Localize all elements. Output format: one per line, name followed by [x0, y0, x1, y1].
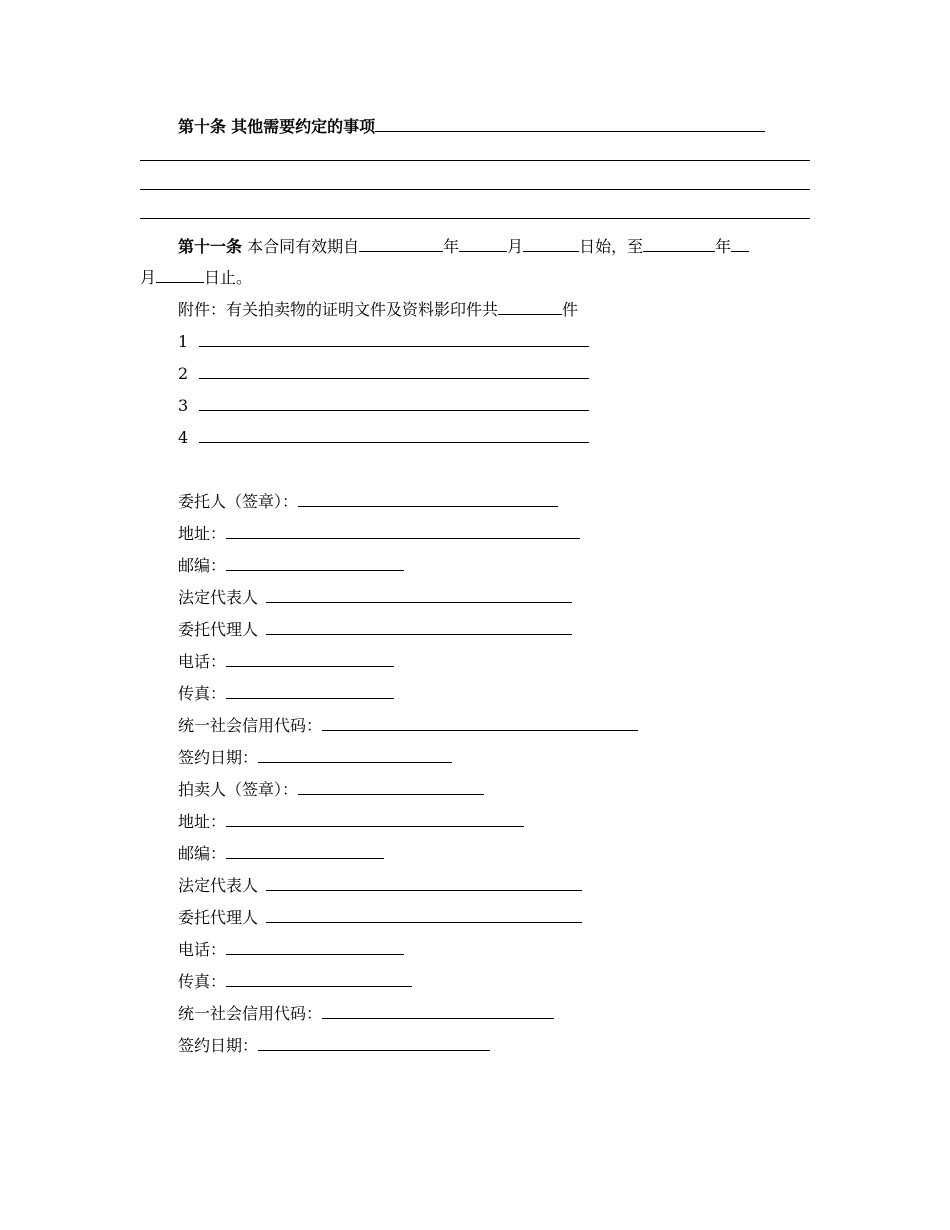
auctioneer-postcode-blank[interactable] [226, 842, 384, 859]
year-label: 年 [443, 237, 460, 256]
article-11-cont [140, 266, 252, 288]
attachment-item-blank[interactable] [199, 362, 589, 379]
attachment-item-number: 3 [178, 396, 189, 415]
attachment-text: 附件：有关拍卖物的证明文件及资料影印件共 [178, 300, 499, 319]
auctioneer-agent-blank[interactable] [266, 906, 582, 923]
article-10-blank[interactable] [375, 115, 765, 132]
attachment-item-number: 4 [178, 428, 189, 447]
auctioneer-phone [178, 938, 404, 960]
start-year-blank[interactable] [359, 235, 443, 252]
attachment-item-number: 2 [178, 364, 189, 383]
principal-phone [178, 650, 394, 672]
auctioneer-address [178, 810, 524, 832]
principal-agent-blank[interactable] [266, 618, 572, 635]
principal-credit-code [178, 714, 638, 736]
auctioneer-postcode-label: 邮编： [178, 844, 227, 863]
auctioneer-signer [178, 778, 484, 800]
attachment-item [178, 394, 589, 416]
principal-postcode [178, 554, 404, 576]
article-11-title: 第十一条 [178, 237, 243, 256]
end-day-blank[interactable] [156, 266, 204, 283]
auctioneer-legal-rep-label: 法定代表人 [178, 876, 259, 895]
principal-address-blank[interactable] [226, 522, 580, 539]
principal-sign-date-label: 签约日期： [178, 748, 259, 767]
auctioneer-legal-rep-blank[interactable] [266, 874, 582, 891]
principal-postcode-blank[interactable] [226, 554, 404, 571]
auctioneer-address-blank[interactable] [226, 810, 524, 827]
auctioneer-fax [178, 970, 412, 992]
auctioneer-signer-label: 拍卖人（签章）： [178, 780, 299, 799]
auctioneer-sign-date [178, 1034, 490, 1056]
start-month-blank[interactable] [459, 235, 507, 252]
principal-legal-rep-blank[interactable] [266, 586, 572, 603]
month-label: 月 [507, 237, 524, 256]
attachment-item-number: 1 [178, 332, 189, 351]
principal-legal-rep-label: 法定代表人 [178, 588, 259, 607]
start-day-blank[interactable] [523, 235, 579, 252]
principal-signer [178, 490, 558, 512]
auctioneer-phone-blank[interactable] [226, 938, 404, 955]
principal-agent [178, 618, 572, 640]
article-10-rule-3[interactable] [140, 218, 810, 219]
attachment-item [178, 330, 589, 352]
article-10 [178, 115, 765, 137]
principal-address-label: 地址： [178, 524, 227, 543]
auctioneer-credit-code [178, 1002, 554, 1024]
principal-sign-date [178, 746, 452, 768]
attachment-line [178, 298, 578, 320]
auctioneer-sign-date-label: 签约日期： [178, 1036, 259, 1055]
auctioneer-signer-blank[interactable] [298, 778, 484, 795]
principal-agent-label: 委托代理人 [178, 620, 259, 639]
principal-fax [178, 682, 394, 704]
principal-phone-blank[interactable] [226, 650, 394, 667]
auctioneer-credit-code-blank[interactable] [322, 1002, 554, 1019]
attachment-unit: 件 [562, 300, 579, 319]
auctioneer-agent-label: 委托代理人 [178, 908, 259, 927]
auctioneer-credit-code-label: 统一社会信用代码： [178, 1004, 323, 1023]
start-day-label: 日始，至 [579, 237, 644, 256]
article-10-rule-1[interactable] [140, 160, 810, 161]
auctioneer-postcode [178, 842, 384, 864]
principal-sign-date-blank[interactable] [258, 746, 452, 763]
auctioneer-sign-date-blank[interactable] [258, 1034, 490, 1051]
attachment-item-blank[interactable] [199, 330, 589, 347]
article-10-rule-2[interactable] [140, 189, 810, 190]
principal-credit-code-blank[interactable] [322, 714, 638, 731]
principal-legal-rep [178, 586, 572, 608]
auctioneer-fax-label: 传真： [178, 972, 227, 991]
auctioneer-phone-label: 电话： [178, 940, 227, 959]
auctioneer-legal-rep [178, 874, 582, 896]
principal-signer-label: 委托人（签章）： [178, 492, 299, 511]
auctioneer-agent [178, 906, 582, 928]
article-10-title: 第十条 [178, 117, 227, 136]
article-10-text: 其他需要约定的事项 [231, 117, 376, 136]
attachment-count-blank[interactable] [498, 298, 562, 315]
attachment-item [178, 362, 589, 384]
article-11 [178, 235, 749, 257]
attachment-item-blank[interactable] [199, 394, 589, 411]
principal-signer-blank[interactable] [298, 490, 558, 507]
auctioneer-address-label: 地址： [178, 812, 227, 831]
article-11-text: 本合同有效期自 [247, 237, 360, 256]
principal-address [178, 522, 580, 544]
principal-fax-label: 传真： [178, 684, 227, 703]
end-year-label: 年 [715, 237, 732, 256]
principal-postcode-label: 邮编： [178, 556, 227, 575]
end-month-label: 月 [140, 268, 157, 287]
auctioneer-fax-blank[interactable] [226, 970, 412, 987]
end-month-blank-a[interactable] [731, 235, 749, 252]
principal-phone-label: 电话： [178, 652, 227, 671]
principal-fax-blank[interactable] [226, 682, 394, 699]
attachment-item-blank[interactable] [199, 426, 589, 443]
end-day-label: 日止。 [204, 268, 253, 287]
principal-credit-code-label: 统一社会信用代码： [178, 716, 323, 735]
attachment-item [178, 426, 589, 448]
end-year-blank[interactable] [643, 235, 715, 252]
